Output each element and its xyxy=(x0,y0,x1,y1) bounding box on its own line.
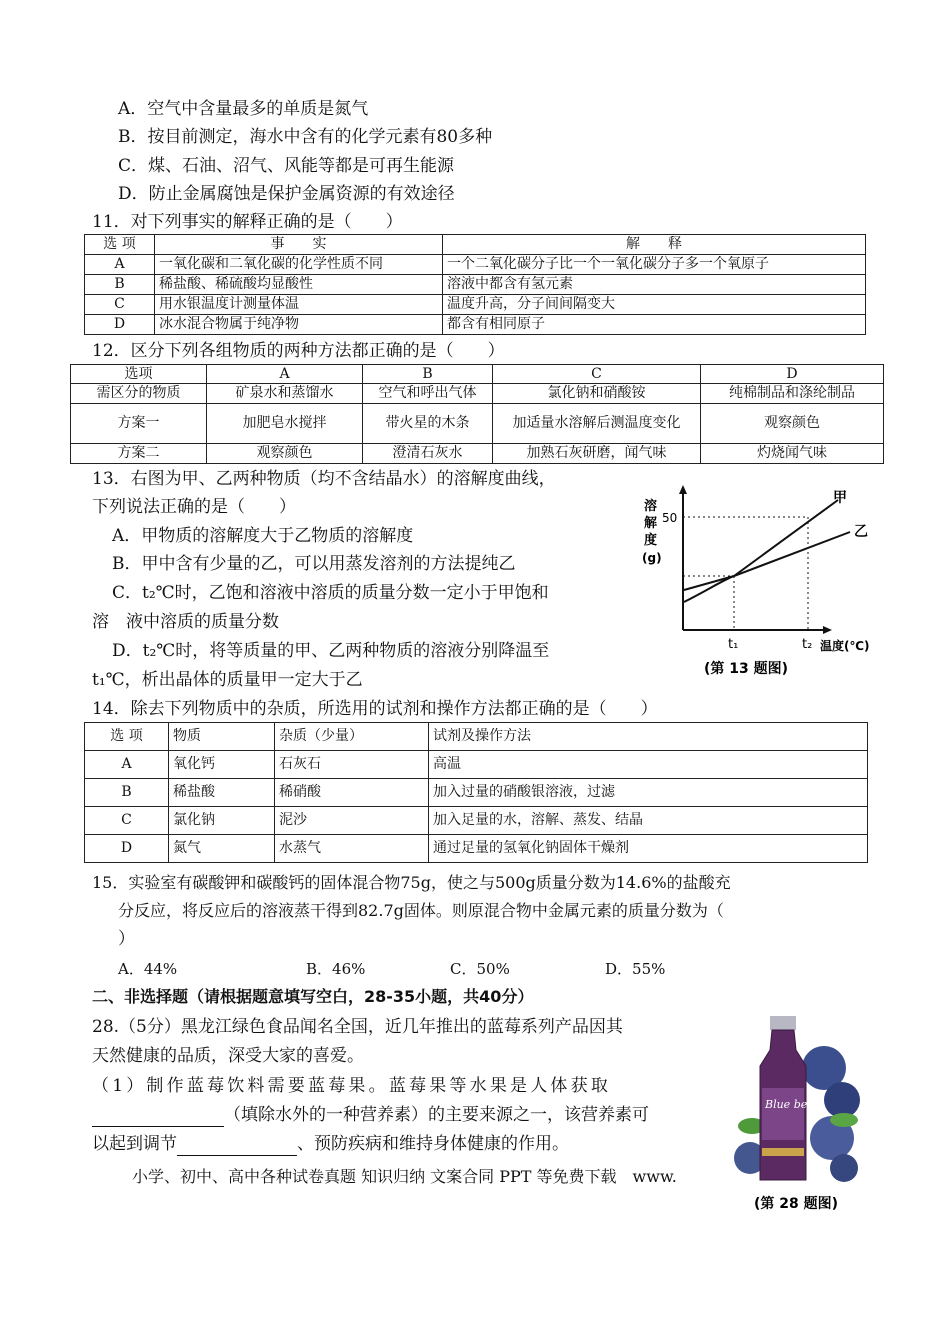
table-cell: 泥沙 xyxy=(275,807,429,835)
table-header: 解 释 xyxy=(443,235,866,255)
q15-option-b: B．46% xyxy=(306,960,366,978)
table-header: B xyxy=(363,365,493,384)
solubility-figure xyxy=(628,480,888,686)
q15-option-d: D．55% xyxy=(605,960,666,978)
table-cell: 用水银温度计测量体温 xyxy=(155,295,443,315)
table-row xyxy=(85,751,868,779)
q15-option-a: A．44% xyxy=(118,960,178,978)
table-cell: B xyxy=(85,779,169,807)
q28-line1: 28.（5分）黑龙江绿色食品闻名全国，近几年推出的蓝莓系列产品因其 xyxy=(92,1017,623,1037)
xlabel: 温度(℃) xyxy=(820,639,870,653)
bottle-cap xyxy=(770,1016,796,1030)
q10-option-d: D．防止金属腐蚀是保护金属资源的有效途径 xyxy=(118,184,455,204)
table-cell: 空气和呼出气体 xyxy=(363,384,493,404)
q15-line1: 15．实验室有碳酸钾和碳酸钙的固体混合物75g，使之与500g质量分数为14.6%的盐酸充 xyxy=(92,873,731,892)
q15-line3: ） xyxy=(118,929,135,949)
table-cell: 温度升高，分子间间隔变大 xyxy=(443,295,866,315)
footer-text: 小学、初中、高中各种试卷真题 知识归纳 文案合同 PPT 等免费下载 www. xyxy=(132,1167,677,1186)
table-cell: 纯棉制品和涤纶制品 xyxy=(701,384,884,404)
section-heading: 二、非选择题（请根据题意填写空白，28-35小题，共40分） xyxy=(92,987,534,1006)
q13-option-c-1: C．t₂℃时，乙饱和溶液中溶质的质量分数一定小于甲饱和 xyxy=(112,583,549,603)
table-row xyxy=(85,295,866,315)
table-cell: 稀硝酸 xyxy=(275,779,429,807)
table-cell: 溶液中都含有氢元素 xyxy=(443,275,866,295)
fig28-caption: (第 28 题图) xyxy=(754,1196,839,1212)
table-header: 事 实 xyxy=(155,235,443,255)
table-cell: 通过足量的氢氧化钠固体干燥剂 xyxy=(429,835,868,863)
table-header: 试剂及操作方法 xyxy=(429,723,868,751)
ylabel-1: 溶 xyxy=(644,499,658,514)
q15-line2: 分反应，将反应后的溶液蒸干得到82.7g固体。则原混合物中金属元素的质量分数为（ xyxy=(118,901,724,920)
q13-option-b: B．甲中含有少量的乙，可以用蒸发溶剂的方法提纯乙 xyxy=(112,554,516,574)
x-axis-arrow xyxy=(823,626,832,634)
table-cell: 需区分的物质 xyxy=(71,384,207,404)
q13-line1: 13．右图为甲、乙两种物质（均不含结晶水）的溶解度曲线， xyxy=(92,469,556,489)
table-cell: 灼烧闻气味 xyxy=(701,444,884,464)
table-header: 选 项 xyxy=(85,235,155,255)
table-cell: D xyxy=(85,315,155,335)
y-axis-arrow xyxy=(679,485,687,494)
table-header: 选 项 xyxy=(85,723,169,751)
q28-line4 xyxy=(92,1104,649,1127)
table-cell: 一氧化碳和二氧化碳的化学性质不同 xyxy=(155,255,443,275)
fig13-caption: (第 13 题图) xyxy=(704,661,789,677)
table-cell: 澄清石灰水 xyxy=(363,444,493,464)
table-cell: 都含有相同原子 xyxy=(443,315,866,335)
table-cell: 一个二氧化碳分子比一个一氧化碳分子多一个氧原子 xyxy=(443,255,866,275)
ylabel-unit: (g) xyxy=(642,551,662,565)
curve-jia xyxy=(684,500,838,602)
table-cell: 氮气 xyxy=(169,835,275,863)
table-cell: 稀盐酸 xyxy=(169,779,275,807)
q12-table xyxy=(70,364,884,464)
table-row xyxy=(71,404,884,444)
table-cell: 加入过量的硝酸银溶液，过滤 xyxy=(429,779,868,807)
q14-table xyxy=(84,722,868,863)
answer-blank-1[interactable] xyxy=(92,1104,224,1127)
blueberry xyxy=(824,1082,860,1118)
table-cell: C xyxy=(85,295,155,315)
table-header: D xyxy=(701,365,884,384)
q28-line2: 天然健康的品质，深受大家的喜爱。 xyxy=(92,1046,364,1066)
table-cell: 高温 xyxy=(429,751,868,779)
tick-50: 50 xyxy=(662,511,678,525)
table-header: 杂质（少量） xyxy=(275,723,429,751)
table-cell: 氯化钠 xyxy=(169,807,275,835)
bottle-band xyxy=(762,1148,804,1156)
q13-option-d-1: D．t₂℃时，将等质量的甲、乙两种物质的溶液分别降温至 xyxy=(112,641,550,661)
table-cell: 观察颜色 xyxy=(701,404,884,444)
table-cell: 稀盐酸、稀硫酸均显酸性 xyxy=(155,275,443,295)
table-header: 物质 xyxy=(169,723,275,751)
table-cell: 加入足量的水，溶解、蒸发、结晶 xyxy=(429,807,868,835)
table-cell: 加适量水溶解后测温度变化 xyxy=(493,404,701,444)
label-jia: 甲 xyxy=(833,490,847,506)
table-row xyxy=(85,835,868,863)
table-row xyxy=(85,779,868,807)
curve-yi xyxy=(684,532,850,590)
table-row xyxy=(71,384,884,404)
table-cell: 氯化钠和硝酸铵 xyxy=(493,384,701,404)
table-row xyxy=(71,444,884,464)
table-cell: 观察颜色 xyxy=(207,444,363,464)
table-cell: 方案一 xyxy=(71,404,207,444)
table-cell: D xyxy=(85,835,169,863)
q28-line5-a: 以起到调节 xyxy=(92,1134,177,1154)
bottle-label-text: Blue berry xyxy=(765,1098,824,1111)
table-cell: 冰水混合物属于纯净物 xyxy=(155,315,443,335)
table-row xyxy=(85,275,866,295)
q13-line2: 下列说法正确的是（ ） xyxy=(92,497,296,517)
table-cell: 加熟石灰研磨，闻气味 xyxy=(493,444,701,464)
q14-stem: 14．除去下列物质中的杂质，所选用的试剂和操作方法都正确的是（ ） xyxy=(92,699,658,719)
tick-t2: t₂ xyxy=(802,637,813,652)
q13-option-a: A．甲物质的溶解度大于乙物质的溶解度 xyxy=(112,526,414,546)
q28-line5 xyxy=(92,1133,569,1156)
q13-option-d-2: t₁℃，析出晶体的质量甲一定大于乙 xyxy=(92,670,363,690)
blueberry xyxy=(830,1154,858,1182)
ylabel-2: 解 xyxy=(644,516,658,531)
tick-t1: t₁ xyxy=(728,637,739,652)
table-header: 选项 xyxy=(71,365,207,384)
table-cell: B xyxy=(85,275,155,295)
table-cell: 氧化钙 xyxy=(169,751,275,779)
table-cell: 矿泉水和蒸馏水 xyxy=(207,384,363,404)
table-cell: C xyxy=(85,807,169,835)
q28-line5-b: 、预防疾病和维持身体健康的作用。 xyxy=(297,1134,569,1154)
table-header: C xyxy=(493,365,701,384)
bottle-label xyxy=(762,1088,804,1140)
table-cell: 加肥皂水搅拌 xyxy=(207,404,363,444)
label-yi: 乙 xyxy=(854,524,868,540)
answer-blank-2[interactable] xyxy=(177,1133,297,1156)
table-row xyxy=(85,255,866,275)
q28-line4-text: （填除水外的一种营养素）的主要来源之一，该营养素可 xyxy=(224,1105,649,1125)
q28-line3: （1）制作蓝莓饮料需要蓝莓果。蓝莓果等水果是人体获取 xyxy=(92,1076,612,1096)
q15-option-c: C．50% xyxy=(450,960,510,978)
leaf xyxy=(830,1113,858,1127)
table-header: A xyxy=(207,365,363,384)
q13-option-c-2: 溶 液中溶质的质量分数 xyxy=(92,612,279,632)
q10-option-c: C．煤、石油、沼气、风能等都是可再生能源 xyxy=(118,156,455,176)
table-cell: 带火星的木条 xyxy=(363,404,493,444)
table-row xyxy=(85,315,866,335)
q10-option-a: A．空气中含量最多的单质是氮气 xyxy=(118,99,369,119)
q11-stem: 11．对下列事实的解释正确的是（ ） xyxy=(92,212,403,232)
table-cell: 水蒸气 xyxy=(275,835,429,863)
table-row xyxy=(85,807,868,835)
table-cell: A xyxy=(85,751,169,779)
table-cell: 石灰石 xyxy=(275,751,429,779)
q12-stem: 12．区分下列各组物质的两种方法都正确的是（ ） xyxy=(92,341,505,361)
q11-table xyxy=(84,234,866,335)
blueberry-drink-image xyxy=(732,1008,860,1218)
table-cell: A xyxy=(85,255,155,275)
q10-option-b: B．按目前测定，海水中含有的化学元素有80多种 xyxy=(118,127,493,147)
ylabel-3: 度 xyxy=(644,533,658,548)
table-cell: 方案二 xyxy=(71,444,207,464)
